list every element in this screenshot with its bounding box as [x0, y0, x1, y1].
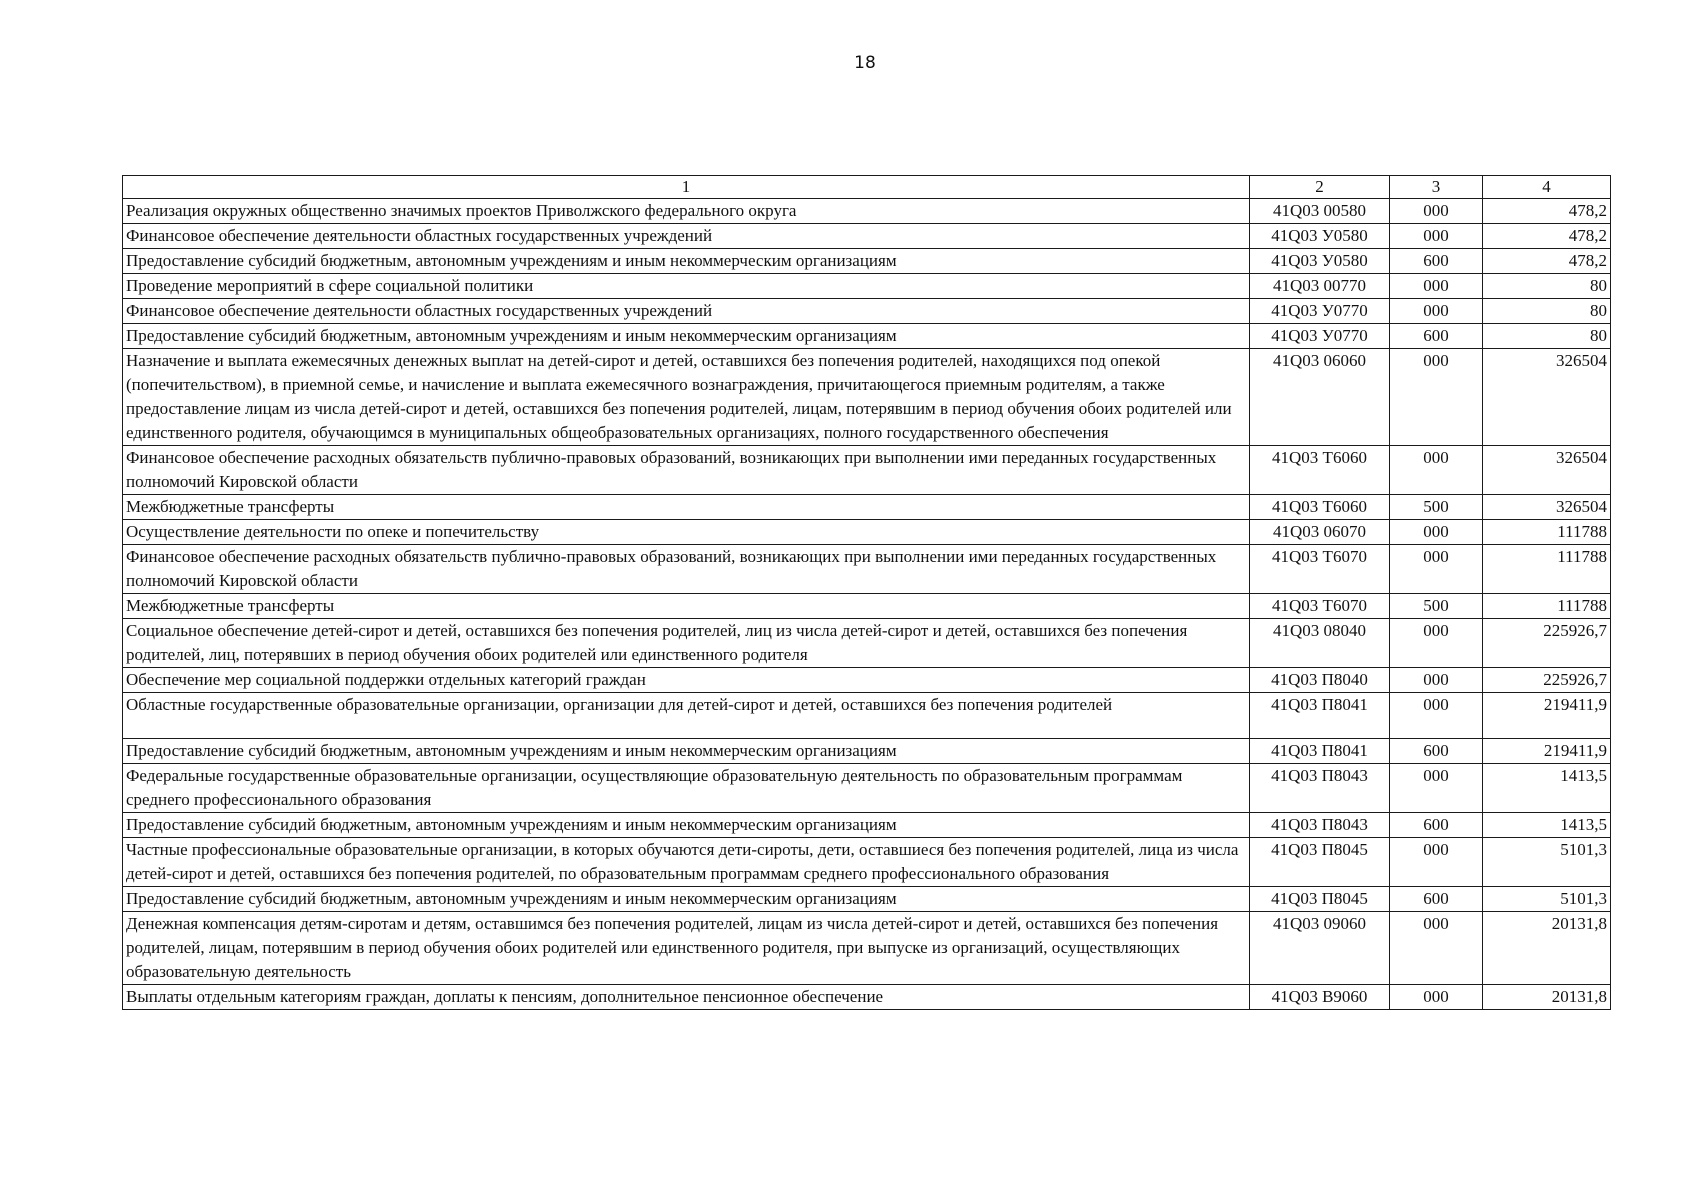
table-header-row: [123, 176, 1611, 199]
row-amount-cell: 478,2: [1483, 249, 1611, 274]
table-row: [123, 693, 1611, 739]
row-name-cell: Проведение мероприятий в сфере социальной политики: [123, 274, 1250, 299]
row-name-cell: Финансовое обеспечение деятельности областных государственных учреждений: [123, 299, 1250, 324]
row-name-cell: Финансовое обеспечение расходных обязательств публично-правовых образований, возникающих при выполнении ими переданных государственных полномочий Кировской области: [123, 545, 1250, 594]
row-amount-cell: 20131,8: [1483, 912, 1611, 985]
row-name-cell: Предоставление субсидий бюджетным, автономным учреждениям и иным некоммерческим организациям: [123, 249, 1250, 274]
row-kind-cell: 000: [1390, 545, 1483, 594]
row-amount-cell: 219411,9: [1483, 739, 1611, 764]
row-kind-cell: 000: [1390, 912, 1483, 985]
row-kind-cell: 000: [1390, 619, 1483, 668]
row-code-cell: 41Q03 У0770: [1250, 324, 1390, 349]
table-row: [123, 520, 1611, 545]
table-row: [123, 274, 1611, 299]
row-code-cell: 41Q03 08040: [1250, 619, 1390, 668]
column-header-kind: 3: [1390, 176, 1483, 199]
row-kind-cell: 000: [1390, 274, 1483, 299]
table-row: [123, 224, 1611, 249]
table-row: [123, 739, 1611, 764]
row-amount-cell: 326504: [1483, 446, 1611, 495]
row-kind-cell: 000: [1390, 668, 1483, 693]
table-row: [123, 838, 1611, 887]
table-row: [123, 985, 1611, 1010]
row-name-cell: Назначение и выплата ежемесячных денежных выплат на детей-сирот и детей, оставшихся без попечения родителей, находящихся под опекой (попечительством), в приемной семье, и начисление и выплата ежемесячного вознаграждения, причитающегося приемным родителям, а также предоставление лицам из числа детей-сирот и детей, оставшихся без попечения родителей, лицам, потерявшим в период обучения обоих родителей или единственного родителя, обучающимся в муниципальных общеобразовательных организациях, полного государственного обеспечения: [123, 349, 1250, 446]
row-kind-cell: 600: [1390, 739, 1483, 764]
row-name-cell: Финансовое обеспечение деятельности областных государственных учреждений: [123, 224, 1250, 249]
row-amount-cell: 111788: [1483, 594, 1611, 619]
row-code-cell: 41Q03 06070: [1250, 520, 1390, 545]
row-name-cell: Областные государственные образовательные организации, организации для детей-сирот и детей, оставшихся без попечения родителей: [123, 693, 1250, 739]
page-number: 18: [854, 53, 876, 73]
row-code-cell: 41Q03 06060: [1250, 349, 1390, 446]
row-code-cell: 41Q03 П8041: [1250, 693, 1390, 739]
row-kind-cell: 600: [1390, 324, 1483, 349]
table-row: [123, 299, 1611, 324]
row-code-cell: 41Q03 П8043: [1250, 813, 1390, 838]
table-row: [123, 545, 1611, 594]
row-name-cell: Межбюджетные трансферты: [123, 594, 1250, 619]
row-code-cell: 41Q03 П8045: [1250, 838, 1390, 887]
row-amount-cell: 1413,5: [1483, 813, 1611, 838]
row-code-cell: 41Q03 У0580: [1250, 249, 1390, 274]
row-amount-cell: 326504: [1483, 349, 1611, 446]
row-kind-cell: 000: [1390, 299, 1483, 324]
row-kind-cell: 000: [1390, 349, 1483, 446]
row-kind-cell: 000: [1390, 520, 1483, 545]
row-amount-cell: 5101,3: [1483, 887, 1611, 912]
row-name-cell: Осуществление деятельности по опеке и попечительству: [123, 520, 1250, 545]
row-kind-cell: 600: [1390, 249, 1483, 274]
row-amount-cell: 111788: [1483, 545, 1611, 594]
table-row: [123, 619, 1611, 668]
row-kind-cell: 600: [1390, 813, 1483, 838]
table-row: [123, 813, 1611, 838]
row-kind-cell: 000: [1390, 199, 1483, 224]
row-amount-cell: 225926,7: [1483, 668, 1611, 693]
row-amount-cell: 478,2: [1483, 199, 1611, 224]
table-row: [123, 764, 1611, 813]
row-name-cell: Предоставление субсидий бюджетным, автономным учреждениям и иным некоммерческим организациям: [123, 324, 1250, 349]
row-kind-cell: 000: [1390, 693, 1483, 739]
budget-table: [122, 175, 1611, 1010]
row-amount-cell: 478,2: [1483, 224, 1611, 249]
row-amount-cell: 80: [1483, 324, 1611, 349]
row-amount-cell: 225926,7: [1483, 619, 1611, 668]
row-name-cell: Выплаты отдельным категориям граждан, доплаты к пенсиям, дополнительное пенсионное обеспечение: [123, 985, 1250, 1010]
row-kind-cell: 500: [1390, 495, 1483, 520]
row-amount-cell: 5101,3: [1483, 838, 1611, 887]
row-code-cell: 41Q03 П8043: [1250, 764, 1390, 813]
row-name-cell: Предоставление субсидий бюджетным, автономным учреждениям и иным некоммерческим организациям: [123, 739, 1250, 764]
row-name-cell: Обеспечение мер социальной поддержки отдельных категорий граждан: [123, 668, 1250, 693]
row-kind-cell: 600: [1390, 887, 1483, 912]
column-header-code: 2: [1250, 176, 1390, 199]
row-kind-cell: 000: [1390, 838, 1483, 887]
row-name-cell: Частные профессиональные образовательные организации, в которых обучаются дети-сироты, дети, оставшиеся без попечения родителей, лица из числа детей-сирот и детей, оставшихся без попечения родителей, по образовательным программам среднего профессионального образования: [123, 838, 1250, 887]
table-row: [123, 349, 1611, 446]
row-amount-cell: 80: [1483, 299, 1611, 324]
row-code-cell: 41Q03 09060: [1250, 912, 1390, 985]
row-kind-cell: 000: [1390, 224, 1483, 249]
row-code-cell: 41Q03 У0770: [1250, 299, 1390, 324]
table-row: [123, 249, 1611, 274]
row-code-cell: 41Q03 В9060: [1250, 985, 1390, 1010]
row-kind-cell: 000: [1390, 446, 1483, 495]
row-name-cell: Межбюджетные трансферты: [123, 495, 1250, 520]
row-code-cell: 41Q03 00580: [1250, 199, 1390, 224]
row-kind-cell: 000: [1390, 985, 1483, 1010]
table-row: [123, 199, 1611, 224]
table-body: [123, 199, 1611, 1010]
row-amount-cell: 80: [1483, 274, 1611, 299]
row-name-cell: Финансовое обеспечение расходных обязательств публично-правовых образований, возникающих при выполнении ими переданных государственных полномочий Кировской области: [123, 446, 1250, 495]
table-row: [123, 668, 1611, 693]
row-amount-cell: 1413,5: [1483, 764, 1611, 813]
row-name-cell: Предоставление субсидий бюджетным, автономным учреждениям и иным некоммерческим организациям: [123, 813, 1250, 838]
row-name-cell: Федеральные государственные образовательные организации, осуществляющие образовательную деятельность по образовательным программам среднего профессионального образования: [123, 764, 1250, 813]
table-row: [123, 495, 1611, 520]
table-row: [123, 912, 1611, 985]
row-code-cell: 41Q03 00770: [1250, 274, 1390, 299]
row-kind-cell: 500: [1390, 594, 1483, 619]
row-amount-cell: 219411,9: [1483, 693, 1611, 739]
table-row: [123, 594, 1611, 619]
row-amount-cell: 111788: [1483, 520, 1611, 545]
row-code-cell: 41Q03 Т6060: [1250, 495, 1390, 520]
row-code-cell: 41Q03 Т6060: [1250, 446, 1390, 495]
row-name-cell: Предоставление субсидий бюджетным, автономным учреждениям и иным некоммерческим организациям: [123, 887, 1250, 912]
row-code-cell: 41Q03 Т6070: [1250, 545, 1390, 594]
row-kind-cell: 000: [1390, 764, 1483, 813]
row-name-cell: Денежная компенсация детям-сиротам и детям, оставшимся без попечения родителей, лицам из числа детей-сирот и детей, оставшихся без попечения родителей, лицам, потерявшим в период обучения обоих родителей или единственного родителя, при выпуске из организаций, осуществляющих образовательную деятельность: [123, 912, 1250, 985]
row-code-cell: 41Q03 У0580: [1250, 224, 1390, 249]
row-code-cell: 41Q03 Т6070: [1250, 594, 1390, 619]
row-name-cell: Социальное обеспечение детей-сирот и детей, оставшихся без попечения родителей, лиц из числа детей-сирот и детей, оставшихся без попечения родителей, лиц, потерявших в период обучения обоих родителей или единственного родителя: [123, 619, 1250, 668]
row-amount-cell: 20131,8: [1483, 985, 1611, 1010]
row-code-cell: 41Q03 П8045: [1250, 887, 1390, 912]
row-code-cell: 41Q03 П8040: [1250, 668, 1390, 693]
column-header-name: 1: [123, 176, 1250, 199]
row-code-cell: 41Q03 П8041: [1250, 739, 1390, 764]
column-header-amount: 4: [1483, 176, 1611, 199]
table-row: [123, 324, 1611, 349]
table-row: [123, 446, 1611, 495]
row-name-cell: Реализация окружных общественно значимых проектов Приволжского федерального округа: [123, 199, 1250, 224]
row-amount-cell: 326504: [1483, 495, 1611, 520]
table-row: [123, 887, 1611, 912]
